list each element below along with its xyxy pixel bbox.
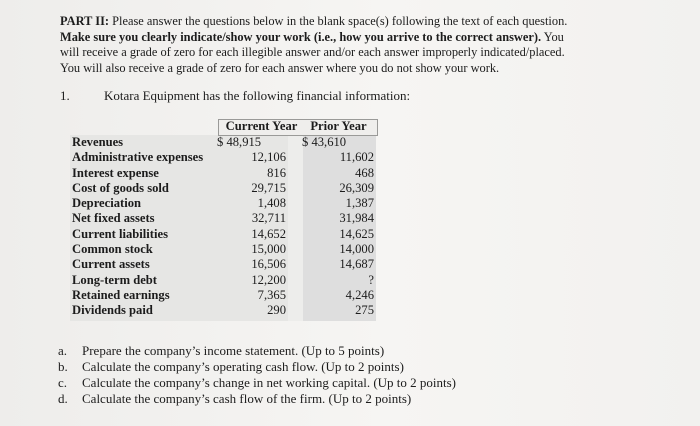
current-year-value: 29,715 bbox=[251, 180, 286, 195]
table-row bbox=[70, 181, 376, 196]
instructions-line-2-text: You bbox=[541, 29, 564, 44]
prior-year-value: 14,000 bbox=[339, 242, 374, 257]
instructions-line-2 bbox=[60, 30, 620, 46]
current-year-value: 290 bbox=[267, 303, 286, 318]
current-year-value: $ 48,915 bbox=[217, 135, 262, 149]
prior-year-value: $ 43,610 bbox=[302, 135, 347, 149]
table-row bbox=[70, 166, 376, 181]
task-list bbox=[58, 343, 456, 407]
task-text: Calculate the company’s cash flow of the firm. (Up to 2 points) bbox=[82, 391, 412, 406]
task-letter: b. bbox=[58, 359, 68, 374]
instructions-line-3: will receive a grade of zero for each illegible answer and/or each answer improperly indicated/placed. bbox=[60, 45, 565, 59]
instructions-emphasis: Make sure you clearly indicate/show your work (i.e., how you arrive to the correct answer). bbox=[60, 29, 542, 44]
task-text: Calculate the company’s operating cash flow. (Up to 2 points) bbox=[82, 359, 404, 374]
row-label: Interest expense bbox=[72, 165, 159, 180]
table-body bbox=[70, 135, 376, 319]
financial-table bbox=[70, 119, 376, 319]
table-row bbox=[70, 242, 376, 257]
task-letter: d. bbox=[58, 391, 68, 406]
table-row bbox=[70, 196, 376, 211]
question-text: Kotara Equipment has the following financial information: bbox=[104, 88, 411, 103]
task-a bbox=[58, 343, 456, 359]
task-text: Calculate the company’s change in net working capital. (Up to 2 points) bbox=[82, 375, 457, 390]
table-row bbox=[70, 211, 376, 226]
instructions-line-1-text: Please answer the questions below in the blank space(s) following the text of each question. bbox=[109, 14, 568, 28]
table-row bbox=[70, 273, 376, 288]
question-number: 1. bbox=[60, 88, 70, 103]
table-row bbox=[70, 288, 376, 303]
header-prior-year: Prior Year bbox=[310, 119, 367, 133]
task-text: Prepare the company’s income statement. (Up to 5 points) bbox=[82, 343, 385, 358]
task-d bbox=[58, 391, 456, 407]
current-year-value: 12,106 bbox=[251, 150, 286, 165]
current-year-value: 1,408 bbox=[257, 196, 286, 211]
current-year-value: 14,652 bbox=[251, 226, 286, 241]
row-label: Common stock bbox=[72, 242, 153, 257]
current-year-value: 15,000 bbox=[251, 242, 286, 257]
current-year-value: 816 bbox=[267, 165, 286, 180]
current-year-value: 32,711 bbox=[251, 211, 286, 226]
task-b bbox=[58, 359, 456, 375]
instructions-line-4: You will also receive a grade of zero for each answer where you do not show your work. bbox=[60, 60, 500, 75]
prior-year-value: 14,687 bbox=[339, 257, 374, 272]
prior-year-value: 31,984 bbox=[339, 211, 374, 226]
row-label: Dividends paid bbox=[72, 303, 153, 318]
task-c bbox=[58, 375, 456, 391]
row-label: Net fixed assets bbox=[72, 211, 155, 226]
row-label: Long-term debt bbox=[72, 272, 157, 287]
row-label: Cost of goods sold bbox=[72, 180, 169, 195]
instructions-line-1 bbox=[60, 14, 620, 30]
prior-year-value: ? bbox=[368, 272, 374, 287]
row-label: Depreciation bbox=[72, 196, 142, 211]
current-year-value: 16,506 bbox=[251, 257, 286, 272]
prior-year-value: 275 bbox=[355, 303, 374, 318]
row-label: Revenues bbox=[72, 135, 124, 149]
row-label: Current assets bbox=[72, 257, 150, 272]
task-letter: c. bbox=[58, 375, 68, 390]
row-label: Current liabilities bbox=[72, 226, 168, 241]
prior-year-value: 14,625 bbox=[339, 226, 374, 241]
row-label: Retained earnings bbox=[72, 287, 170, 302]
task-letter: a. bbox=[58, 343, 68, 358]
part-label: PART II: bbox=[60, 14, 110, 28]
table-row bbox=[70, 135, 376, 150]
table-row bbox=[70, 150, 376, 165]
table-row bbox=[70, 257, 376, 272]
prior-year-value: 1,387 bbox=[345, 196, 374, 211]
table-header bbox=[70, 119, 376, 135]
question-1 bbox=[60, 88, 410, 104]
current-year-value: 7,365 bbox=[257, 287, 286, 302]
row-label: Administrative expenses bbox=[72, 150, 204, 165]
prior-year-value: 468 bbox=[355, 165, 374, 180]
instructions-block bbox=[60, 14, 620, 76]
table-row bbox=[70, 227, 376, 242]
table-row bbox=[70, 303, 376, 318]
prior-year-value: 11,602 bbox=[339, 150, 374, 165]
current-year-value: 12,200 bbox=[251, 272, 286, 287]
prior-year-value: 26,309 bbox=[339, 180, 374, 195]
prior-year-value: 4,246 bbox=[345, 287, 374, 302]
header-current-year: Current Year bbox=[225, 119, 298, 133]
